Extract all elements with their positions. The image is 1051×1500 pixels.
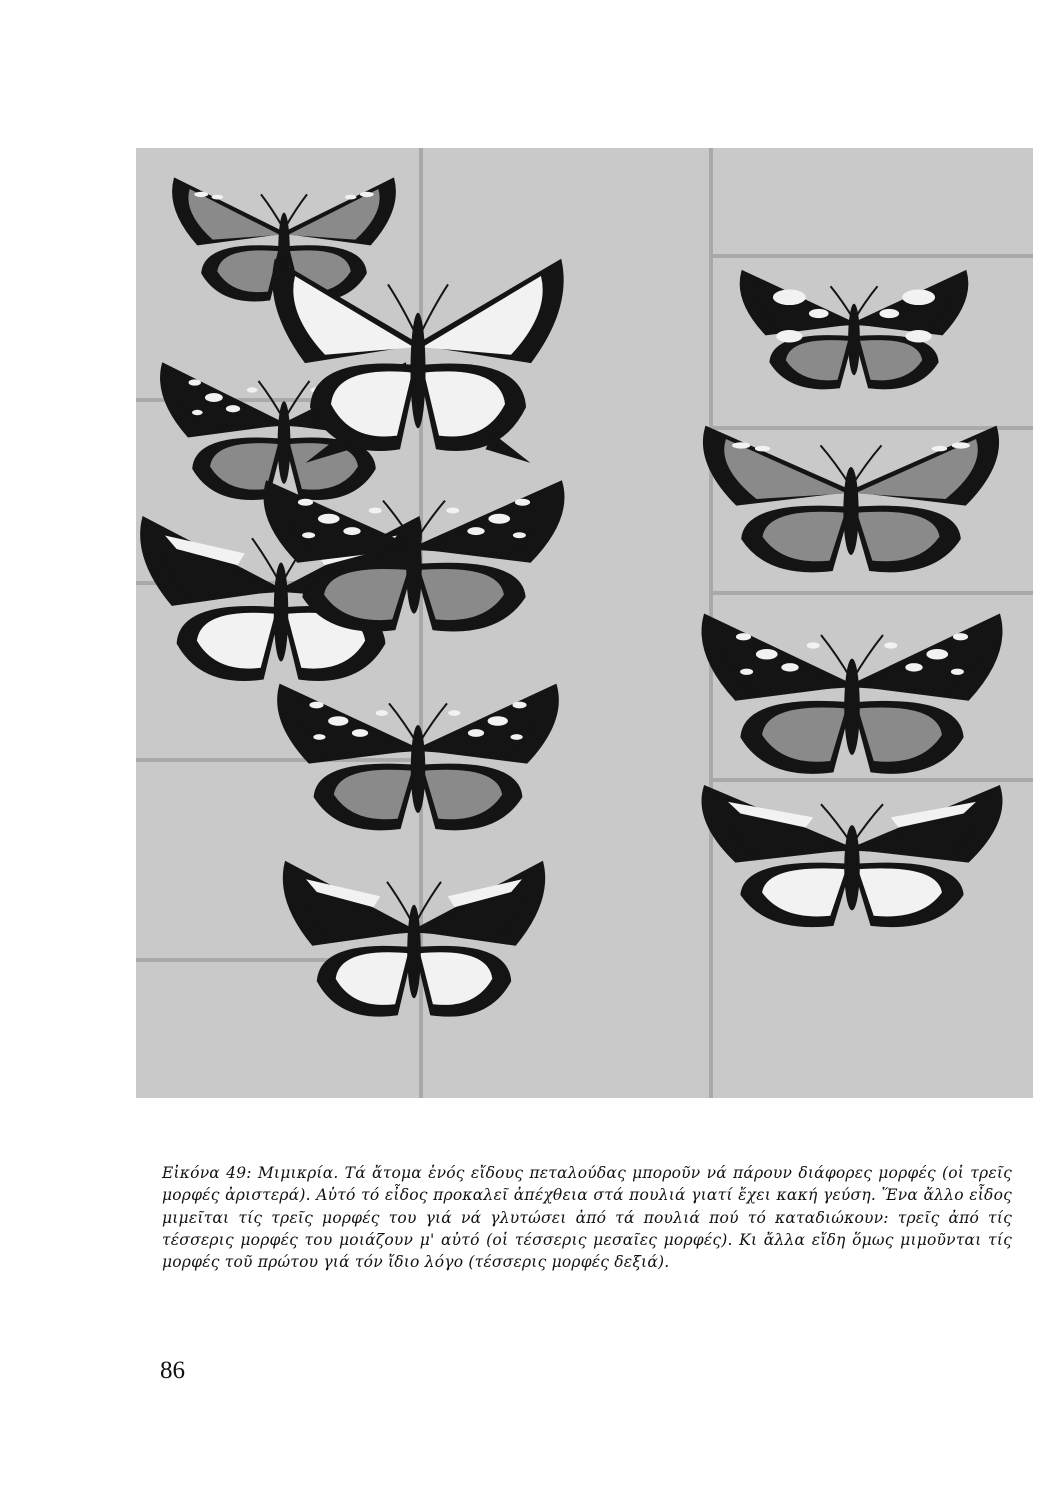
butterfly-middle-4 [284,862,544,1016]
figure-caption: Εἰκόνα 49: Μιμικρία. Τά ἄτομα ἑνός εἴδους πεταλούδας μποροῦν νά πάρουν διάφορες μορφές (οἱ τρεῖς μορφές ἀριστερά). Αὐτό τό εἶδος προκαλεῖ ἀπέχθεια στά πουλιά γιατί ἔχει κακή γεύση. Ἕνα ἄλλο εἶδος μιμεῖται τίς τρεῖς μορφές του γιά νά γλυτώσει ἀπό τά πουλιά πού τό καταδιώκουν: τρεῖς ἀπό τίς τέσσερις μορφές του μοιάζουν μ' αὐτό (οἱ τέσσερις μεσαῖες μορφές). Κι ἄλλα εἴδη ὅμως μιμοῦνται τίς μορφές τοῦ πρώτου γιά τόν ἴδιο λόγο (τέσσερις μορφές δεξιά). [162,1164,1012,1272]
butterfly-middle-3 [278,685,558,830]
butterfly-plate [136,148,1033,1098]
butterfly-right-2 [704,427,998,572]
butterfly-right-4 [703,786,1002,927]
butterfly-right-3 [703,615,1002,774]
mimicry-figure [136,148,1033,1098]
butterfly-middle-1 [273,260,562,463]
page-number: 86 [160,1357,185,1384]
butterfly-right-1 [741,271,968,389]
